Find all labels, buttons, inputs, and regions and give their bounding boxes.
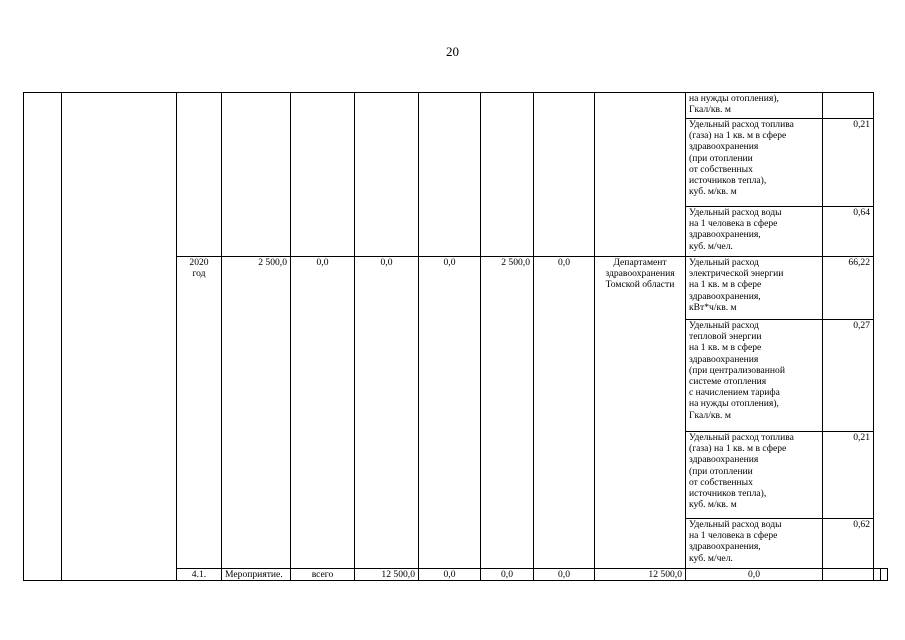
year-text: 2020 год (189, 257, 209, 280)
executor-cell-empty (823, 569, 874, 581)
value-cell: 0,62 (823, 519, 874, 569)
extra-cell: 2 500,0 (481, 257, 534, 569)
other-cell: 0,0 (686, 569, 823, 581)
cell-local-empty (419, 93, 481, 257)
indicator-cell (686, 432, 823, 519)
period-cell: всего (291, 569, 355, 581)
cell-num-empty (24, 93, 62, 581)
extra-cell: 12 500,0 (595, 569, 686, 581)
local-cell: 0,0 (419, 257, 481, 569)
reg-cell: 0,0 (355, 257, 419, 569)
executor-cell (595, 257, 686, 569)
total-cell: 12 500,0 (355, 569, 419, 581)
indicator-text: Удельный расход воды на 1 человека в сфере здравоохранения, куб. м/чел. (689, 207, 782, 252)
cell-name-empty (62, 93, 177, 581)
indicator-text: на нужды отопления), Гкал/кв. м (689, 93, 779, 116)
cell-fed-empty (291, 93, 355, 257)
cell-total-empty (222, 93, 291, 257)
local-cell: 0,0 (534, 569, 595, 581)
program-table (23, 92, 888, 581)
value-cell: 0,27 (823, 320, 874, 432)
cell-year-empty (177, 93, 222, 257)
total-cell: 2 500,0 (222, 257, 291, 569)
value-cell-empty (881, 569, 888, 581)
indicator-cell (686, 257, 823, 320)
executor-text: Департамент здравоохранения Томской области (605, 257, 675, 291)
row-number-cell: 4.1. (177, 569, 222, 581)
indicator-text: Удельный расход воды на 1 человека в сфере здравоохранения, куб. м/чел. (689, 519, 782, 564)
indicator-text: Удельный расход топлива (газа) на 1 кв. м в сфере здравоохранения (при отоплении от собственных источников тепла), куб. м/кв. м (689, 119, 794, 198)
table-row (24, 93, 888, 119)
indicator-cell (686, 519, 823, 569)
cell-other-empty (534, 93, 595, 257)
indicator-cell (686, 119, 823, 207)
row-name-cell: Мероприятие. (222, 569, 291, 581)
indicator-text: Удельный расход электрической энергии на 1 кв. м в сфере здравоохранения, кВт*ч/кв. м (689, 257, 784, 313)
fed-cell: 0,0 (419, 569, 481, 581)
cell-reg-empty (355, 93, 419, 257)
indicator-cell (686, 93, 823, 119)
value-cell (823, 93, 874, 119)
year-cell (177, 257, 222, 569)
value-cell: 0,21 (823, 432, 874, 519)
indicator-text: Удельный расход топлива (газа) на 1 кв. м в сфере здравоохранения (при отоплении от собственных источников тепла), куб. м/кв. м (689, 432, 794, 511)
indicator-cell-empty (874, 569, 881, 581)
indicator-cell (686, 320, 823, 432)
reg-cell: 0,0 (481, 569, 534, 581)
value-cell: 0,64 (823, 207, 874, 257)
fed-cell: 0,0 (291, 257, 355, 569)
other-cell: 0,0 (534, 257, 595, 569)
page-number: 20 (446, 44, 459, 59)
cell-extra-empty (481, 93, 534, 257)
value-cell: 66,22 (823, 257, 874, 320)
cell-executor-empty (595, 93, 686, 257)
value-cell: 0,21 (823, 119, 874, 207)
indicator-text: Удельный расход тепловой энергии на 1 кв. м в сфере здравоохранения (при централизованной системе отопления с начислением тарифа на нужды отопления), Гкал/кв. м (689, 320, 785, 421)
indicator-cell (686, 207, 823, 257)
